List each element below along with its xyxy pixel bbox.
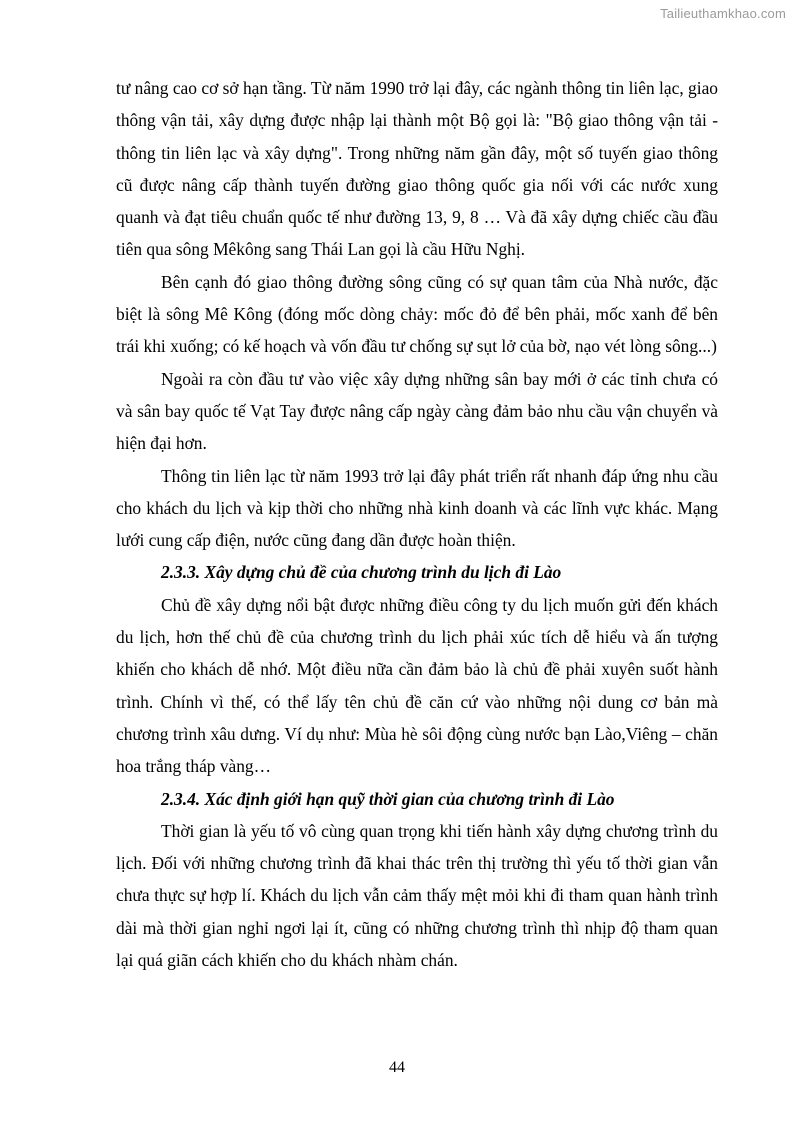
section-heading-2-3-4: 2.3.4. Xác định giới hạn quỹ thời gian của chương trình đi Lào — [161, 788, 615, 809]
watermark: Tailieuthamkhao.com — [660, 6, 786, 21]
section-body-2-3-4: Thời gian là yếu tố vô cùng quan trọng khi tiến hành xây dựng chương trình du lịch. Đối với những chương trình đã khai thác trên thị trường thì yếu tố thời gian vẫn chưa thực sự hợp lí. Khách du lịch vẫn cảm thấy mệt mỏi khi đi tham quan hành trình dài mà thời gian nghỉ ngơi lại ít, cũng có những chương trình thì nhịp độ tham quan lại quá giãn cách khiến cho du khách nhàm chán. — [116, 820, 718, 971]
section-heading-2-3-3: 2.3.3. Xây dựng chủ đề của chương trình du lịch đi Lào — [161, 562, 562, 583]
paragraph-river-transport: Bên cạnh đó giao thông đường sông cũng có sự quan tâm của Nhà nước, đặc biệt là sông Mê Kông (đóng mốc dòng chảy: mốc đỏ để bên phải, mốc xanh để bên trái khi xuống; có kế hoạch và vốn đầu tư chống sự sụt lở của bờ, nạo vét lòng sông...) — [116, 271, 718, 357]
page-body — [116, 72, 718, 976]
paragraph-communications: Thông tin liên lạc từ năm 1993 trở lại đây phát triển rất nhanh đáp ứng nhu cầu cho khách du lịch và kịp thời cho những nhà kinh doanh và các lĩnh vực khác. Mạng lưới cung cấp điện, nước cũng đang dần được hoàn thiện. — [116, 465, 718, 551]
paragraph-continuation: tư nâng cao cơ sở hạn tầng. Từ năm 1990 trở lại đây, các ngành thông tin liên lạc, giao thông vận tải, xây dựng được nhập lại thành một Bộ gọi là: "Bộ giao thông vận tải - thông tin liên lạc và xây dựng". Trong những năm gần đây, một số tuyến giao thông cũ được nâng cấp thành tuyến đường giao thông quốc gia nối với các nước xung quanh và đạt tiêu chuẩn quốc tế như đường 13, 9, 8 … Và đã xây dựng chiếc cầu đầu tiên qua sông Mêkông sang Thái Lan gọi là cầu Hữu Nghị. — [116, 78, 718, 260]
paragraph-airports: Ngoài ra còn đầu tư vào việc xây dựng những sân bay mới ở các tỉnh chưa có và sân bay quốc tế Vạt Tay được nâng cấp ngày càng đảm bảo nhu cầu vận chuyển và hiện đại hơn. — [116, 368, 718, 454]
section-body-2-3-3: Chủ đề xây dựng nổi bật được những điều công ty du lịch muốn gửi đến khách du lịch, hơn thế chủ đề của chương trình du lịch phải xúc tích dễ hiểu và ấn tượng khiến cho khách dễ nhớ. Một điều nữa cần đảm bảo là chủ đề phải xuyên suốt hành trình. Chính vì thế, có thể lấy tên chủ đề căn cứ vào những nội dung cơ bản mà chương trình xâu dưng. Ví dụ như: Mùa hè sôi động cùng nước bạn Lào,Viêng – chăn hoa trắng tháp vàng… — [116, 594, 718, 777]
page-number: 44 — [389, 1059, 405, 1076]
